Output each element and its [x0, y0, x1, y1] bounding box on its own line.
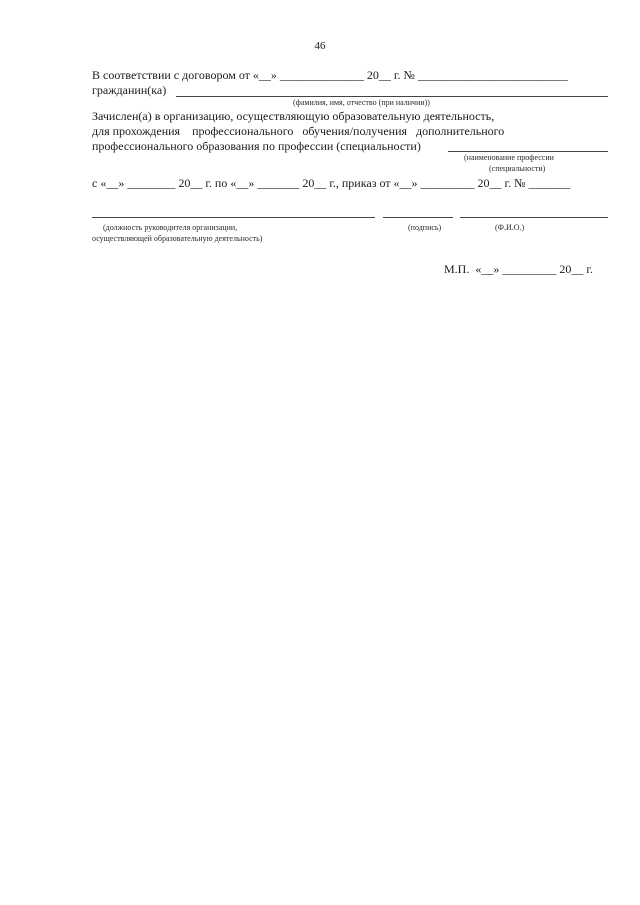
initials-rule — [460, 217, 608, 218]
caption-profession: (наименование профессии — [464, 153, 554, 162]
citizen-label: гражданин(ка) — [92, 83, 167, 97]
caption-fio: (фамилия, имя, отчество (при наличии)) — [293, 98, 430, 107]
caption-initials: (Ф.И.О.) — [495, 223, 525, 232]
caption-specialty: (специальности) — [489, 164, 546, 173]
position-rule — [92, 217, 375, 218]
stamp-date-line: М.П. «__» _________ 20__ г. — [444, 262, 593, 276]
profession-line: профессионального образования по профессии (специальности) — [92, 139, 421, 153]
citizen-name-rule — [176, 96, 608, 97]
page-number: 46 — [314, 40, 326, 52]
caption-position: (должность руководителя организации, — [103, 223, 238, 232]
training-line: для прохождения профессионального обучения/получения дополнительного — [92, 124, 505, 138]
contract-line: В соответствии с договором от «__» ______________ 20__ г. № _________________________ — [92, 68, 568, 82]
period-line: с «__» ________ 20__ г. по «__» _______ 20__ г., приказ от «__» _________ 20__ г. № _______ — [92, 176, 571, 190]
signature-rule — [383, 217, 453, 218]
caption-organization: осуществляющей образовательную деятельность) — [92, 234, 263, 243]
caption-signature: (подпись) — [408, 223, 442, 232]
enrolled-line: Зачислен(а) в организацию, осуществляющую образовательную деятельность, — [92, 109, 495, 123]
profession-rule — [448, 151, 608, 152]
